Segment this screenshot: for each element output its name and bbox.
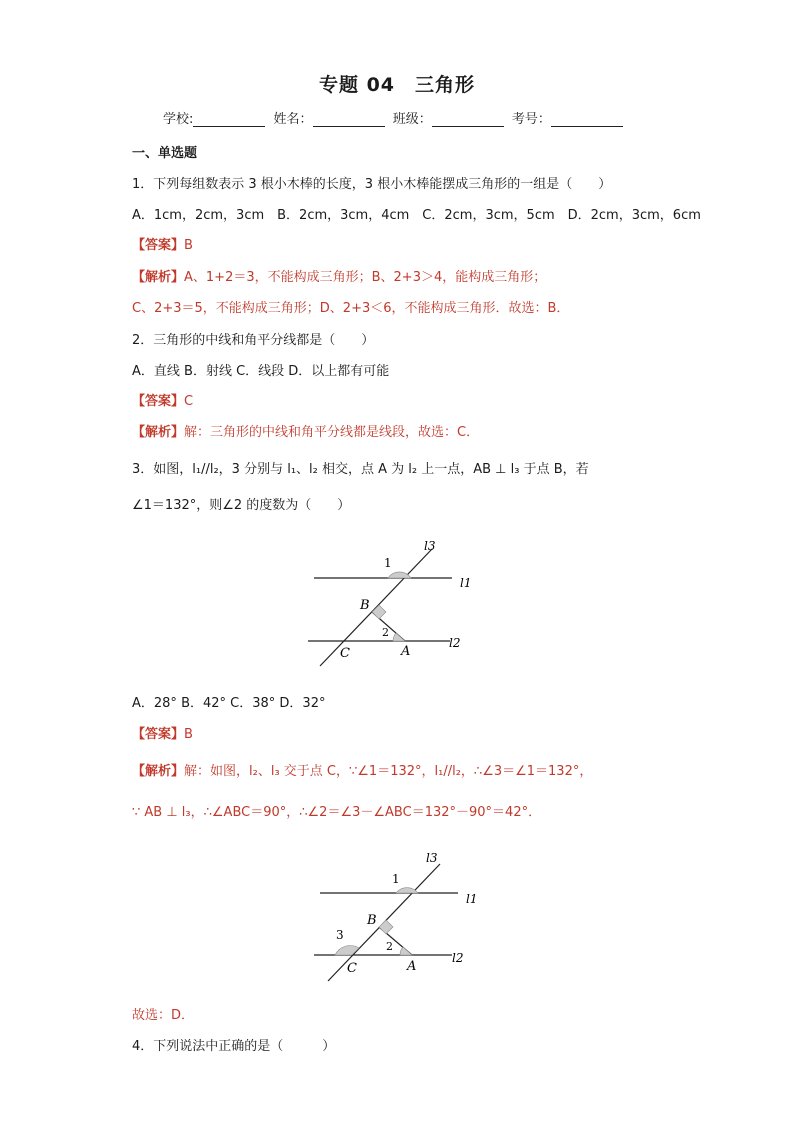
q1-analysis-1-text: A、1+2＝3，不能构成三角形；B、2+3＞4，能构成三角形；	[184, 270, 547, 285]
label-l2: l2	[452, 951, 464, 965]
number-label: 考号：	[511, 112, 551, 127]
q4-stem: 4．下列说法中正确的是（ ）	[132, 1039, 336, 1054]
class-label: 班级：	[392, 112, 432, 127]
angle-2-mark	[400, 947, 412, 955]
q2-answer-value: C	[184, 394, 194, 409]
analysis-tag: 【解析】	[132, 764, 185, 779]
label-C: C	[347, 961, 357, 976]
q1-analysis-2: C、2+3＝5，不能构成三角形；D、2+3＜6，不能构成三角形．故选：B．	[132, 301, 570, 316]
angle-1-mark	[388, 572, 411, 578]
q3-analysis-1-text: 解：如图，l₂、l₃ 交于点 C，∵∠1＝132°，l₁//l₂，∴∠3＝∠1＝132°，	[184, 764, 593, 779]
right-angle-mark	[372, 605, 386, 619]
student-info-line	[163, 108, 627, 127]
answer-tag: 【答案】	[132, 727, 185, 742]
label-angle-2: 2	[386, 940, 393, 953]
q2-analysis-text: 解：三角形的中线和角平分线都是线段，故选：C．	[184, 425, 480, 440]
q3-conclusion: 故选：D．	[132, 1008, 195, 1023]
q3-answer	[132, 723, 193, 742]
q3-answer-value: B	[184, 727, 193, 742]
class-blank	[432, 112, 504, 127]
q3-figure	[300, 530, 480, 670]
q3-analysis-2: ∵ AB ⊥ l₃，∴∠ABC＝90°，∴∠2＝∠3－∠ABC＝132°－90°＝42°．	[132, 805, 542, 820]
label-l1: l1	[466, 892, 478, 906]
q1-stem: 1．下列每组数表示 3 根小木棒的长度，3 根小木棒能摆成三角形的一组是（ ）	[132, 177, 612, 192]
q1-options: A．1cm，2cm，3cm B．2cm，3cm，4cm C．2cm，3cm，5cm D．2cm，3cm，6cm	[132, 208, 701, 223]
school-label: 学校:	[163, 112, 194, 127]
school-blank	[193, 112, 265, 127]
label-angle-1: 1	[384, 556, 392, 570]
label-l3: l3	[424, 539, 436, 553]
page-title: 专题 04 三角形	[318, 74, 476, 96]
q3-solution-figure	[300, 845, 480, 985]
label-B: B	[360, 598, 370, 613]
angle-2-mark	[393, 633, 405, 641]
label-angle-1: 1	[392, 872, 400, 886]
label-l1: l1	[460, 576, 472, 590]
label-l3: l3	[426, 851, 438, 865]
q3-stem-2: ∠1＝132°，则∠2 的度数为（ ）	[132, 498, 351, 513]
section-heading: 一、单选题	[132, 146, 198, 161]
label-l2: l2	[449, 636, 461, 650]
q2-answer	[132, 390, 193, 409]
q2-options: A．直线 B．射线 C．线段 D．以上都有可能	[132, 364, 390, 379]
q1-answer	[132, 234, 193, 253]
label-B: B	[367, 913, 377, 928]
q2-analysis	[132, 421, 479, 440]
right-angle-mark	[379, 920, 393, 934]
q3-stem-1: 3．如图，l₁//l₂，3 分别与 l₁、l₂ 相交，点 A 为 l₂ 上一点，AB ⊥ l₃ 于点 B，若	[132, 462, 589, 477]
q3-options: A．28° B．42° C．38° D．32°	[132, 696, 326, 711]
label-A: A	[407, 959, 417, 974]
analysis-tag: 【解析】	[132, 425, 185, 440]
q2-stem: 2．三角形的中线和角平分线都是（ ）	[132, 333, 375, 348]
q1-analysis-1	[132, 266, 546, 285]
analysis-tag: 【解析】	[132, 270, 185, 285]
line-l3	[320, 549, 432, 666]
label-angle-3: 3	[336, 928, 344, 942]
answer-tag: 【答案】	[132, 394, 185, 409]
number-blank	[551, 112, 623, 127]
name-blank	[313, 112, 385, 127]
angle-3-mark	[335, 946, 359, 955]
answer-tag: 【答案】	[132, 238, 185, 253]
label-angle-2: 2	[382, 626, 389, 639]
angle-1-mark	[396, 888, 418, 893]
q1-answer-value: B	[184, 238, 193, 253]
label-A: A	[401, 644, 411, 659]
q3-analysis-1	[132, 760, 592, 779]
name-label: 姓名：	[273, 112, 313, 127]
label-C: C	[340, 646, 350, 661]
